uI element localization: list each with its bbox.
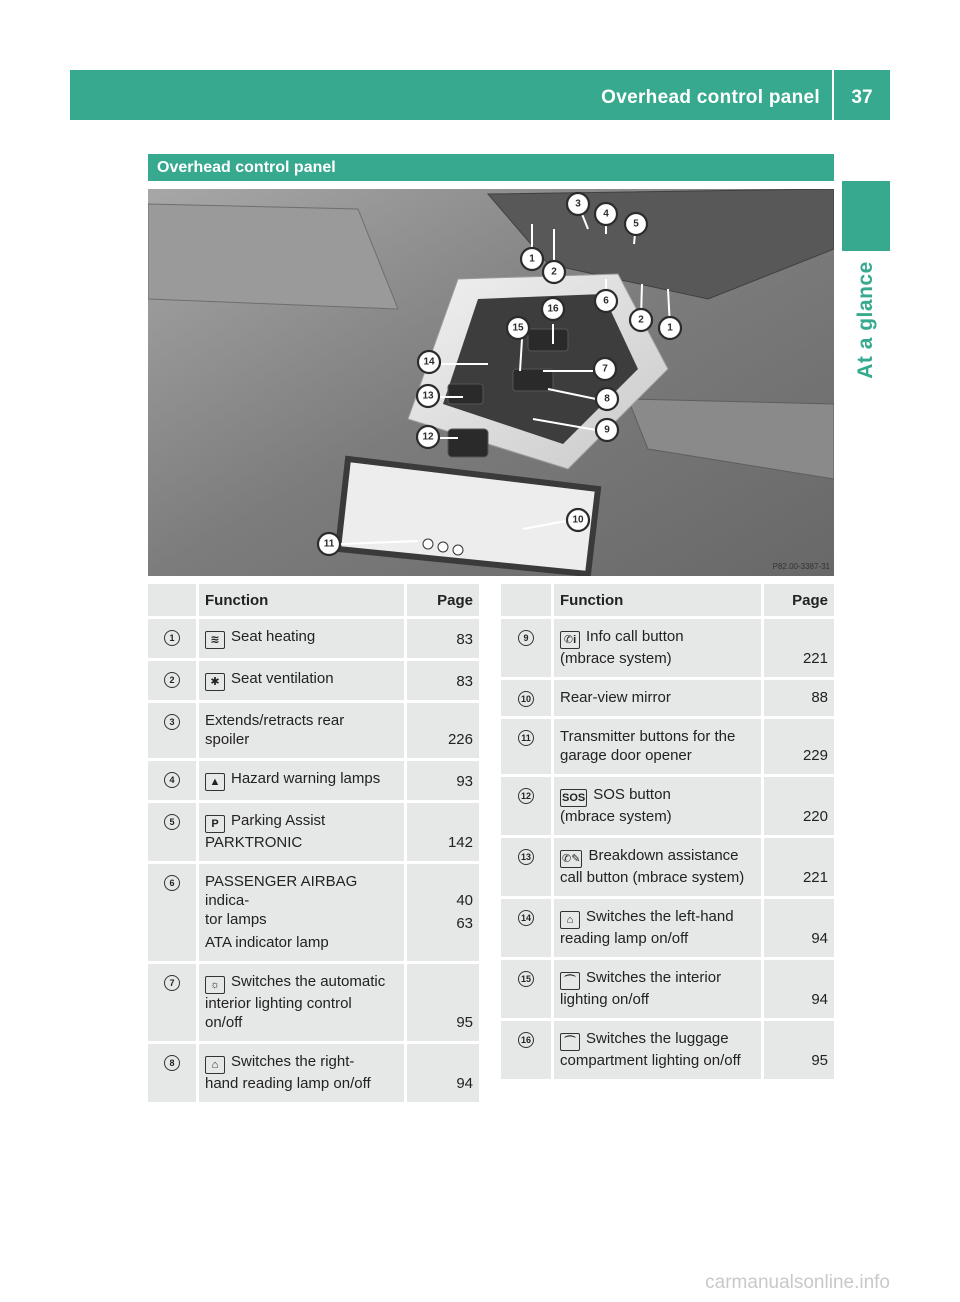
callout-number: 2 (164, 672, 180, 688)
function-line: garage door opener (560, 747, 692, 764)
callout-1b (659, 317, 681, 339)
callout-6 (595, 290, 617, 312)
table-row (501, 838, 834, 899)
function-cell (196, 864, 407, 964)
number-column-header (148, 584, 196, 619)
table-body (501, 619, 834, 1082)
overhead-panel-illustration (148, 189, 834, 576)
table-row (501, 777, 834, 838)
function-text (560, 990, 755, 1009)
page-cell (764, 1021, 834, 1082)
svg-text:10: 10 (572, 514, 584, 526)
svg-text:6: 6 (603, 295, 609, 307)
table-row (501, 960, 834, 1021)
row-number (501, 719, 551, 777)
svg-text:9: 9 (604, 424, 610, 436)
callout-2b (630, 309, 652, 331)
watermark: carmanualsonline.info (705, 1272, 890, 1293)
function-line: Breakdown assistance (588, 847, 739, 864)
page-number: 37 (851, 87, 873, 108)
function-line: hand reading lamp on/off (205, 1075, 371, 1092)
function-text (205, 910, 398, 929)
table-row (501, 680, 834, 719)
callout-number: 3 (164, 714, 180, 730)
function-text (205, 730, 398, 749)
function-text (560, 1029, 755, 1051)
svg-text:8: 8 (604, 393, 610, 405)
callout-number: 6 (164, 875, 180, 891)
function-text (560, 807, 755, 826)
row-number (148, 864, 196, 964)
table-row (148, 864, 479, 964)
callout-number: 7 (164, 975, 180, 991)
button-block (448, 384, 483, 404)
function-table-right (501, 584, 834, 1082)
function-text (560, 746, 755, 765)
row-number (148, 661, 196, 703)
function-text (560, 727, 755, 746)
function-cell (551, 719, 764, 777)
callout-number: 11 (518, 730, 534, 746)
page-cell (764, 619, 834, 680)
page-ref: 94 (811, 930, 828, 947)
svg-text:16: 16 (547, 303, 559, 315)
svg-text:13: 13 (422, 390, 434, 402)
page-ref: 220 (802, 808, 828, 825)
row-number (501, 838, 551, 899)
table-row (501, 1021, 834, 1082)
callout-1 (521, 248, 543, 270)
row-number (148, 1044, 196, 1105)
function-line: PASSENGER AIRBAG indica- (205, 873, 358, 909)
button-block (528, 329, 568, 351)
seat-heating-icon: ≋ (205, 631, 225, 649)
page-cell (407, 803, 479, 864)
button-block (513, 369, 553, 391)
table-row (148, 661, 479, 703)
page-cell (764, 960, 834, 1021)
function-text (205, 1013, 398, 1032)
function-line: call button (mbrace system) (560, 869, 745, 886)
function-table-left (148, 584, 479, 1105)
page-cell (764, 719, 834, 777)
svg-text:5: 5 (633, 218, 639, 230)
function-text (205, 811, 398, 833)
section-title: Overhead control panel (148, 154, 834, 181)
row-number (501, 960, 551, 1021)
function-column-header: Function (196, 584, 407, 619)
chapter-label: At a glance (854, 261, 877, 379)
svg-text:2: 2 (638, 314, 644, 326)
callout-15 (507, 317, 529, 339)
function-text (205, 994, 398, 1013)
row-number (501, 680, 551, 719)
table-row (501, 719, 834, 777)
function-line: SOS button (593, 786, 671, 803)
function-text (205, 711, 398, 730)
function-line: on/off (205, 1014, 243, 1031)
callout-number: 1 (164, 630, 180, 646)
function-text (205, 872, 398, 910)
callout-4 (595, 203, 617, 225)
svg-text:15: 15 (512, 322, 524, 334)
table-row (148, 761, 479, 803)
function-line: tor lamps (205, 911, 267, 928)
callout-number: 15 (518, 971, 534, 987)
row-number (148, 761, 196, 803)
row-number (501, 619, 551, 680)
callout-10 (567, 509, 589, 531)
callout-2 (543, 261, 565, 283)
callout-number: 12 (518, 788, 534, 804)
function-text (205, 833, 398, 852)
garage-button (423, 539, 433, 549)
row-number (148, 703, 196, 761)
function-cell (551, 960, 764, 1021)
callout-16 (542, 298, 564, 320)
function-line: Hazard warning lamps (231, 770, 381, 787)
page-cell (407, 661, 479, 703)
function-cell (551, 619, 764, 680)
function-text (560, 868, 755, 887)
callout-3 (567, 193, 589, 215)
callout-12 (417, 426, 439, 448)
function-cell (196, 703, 407, 761)
page-column-header: Page (407, 584, 479, 619)
function-text (560, 929, 755, 948)
function-line: reading lamp on/off (560, 930, 689, 947)
callout-14 (418, 351, 440, 373)
svg-text:2: 2 (551, 266, 557, 278)
function-cell (551, 899, 764, 960)
function-line: Info call button (586, 628, 684, 645)
page-ref: 93 (456, 773, 473, 790)
callout-number: 16 (518, 1032, 534, 1048)
row-number (501, 899, 551, 960)
function-text (205, 627, 398, 649)
function-line: Switches the luggage (586, 1030, 729, 1047)
svg-text:14: 14 (423, 356, 435, 368)
function-column-header: Function (551, 584, 764, 619)
callout-number: 13 (518, 849, 534, 865)
function-line: Switches the interior (586, 969, 722, 986)
function-text (560, 907, 755, 929)
page-ref: 95 (811, 1052, 828, 1069)
page-ref: 83 (456, 631, 473, 648)
function-cell (551, 777, 764, 838)
function-line: ATA indicator lamp (205, 934, 329, 951)
function-line: Transmitter buttons for the (560, 728, 736, 745)
page-cell (764, 777, 834, 838)
interior-lighting-icon: ⌒ (560, 972, 580, 990)
chapter-tab (842, 181, 890, 251)
left-sun-visor (148, 204, 398, 309)
garage-button (453, 545, 463, 555)
function-line: spoiler (205, 731, 250, 748)
function-text (205, 1052, 398, 1074)
page-cell (764, 680, 834, 719)
callout-5 (625, 213, 647, 235)
row-number (501, 777, 551, 838)
table-row (501, 899, 834, 960)
page-ref: 88 (811, 689, 828, 706)
callout-13 (417, 385, 439, 407)
table-row (148, 964, 479, 1044)
function-cell (196, 661, 407, 703)
function-line: (mbrace system) (560, 650, 672, 667)
running-header (70, 70, 890, 120)
function-cell (551, 838, 764, 899)
function-cell (196, 964, 407, 1044)
svg-text:12: 12 (422, 431, 434, 443)
function-text (205, 1074, 398, 1093)
callout-number: 5 (164, 814, 180, 830)
table-row (148, 703, 479, 761)
function-text (560, 649, 755, 668)
garage-button (438, 542, 448, 552)
row-number (148, 803, 196, 864)
page-ref: 94 (456, 1075, 473, 1092)
function-text (205, 669, 398, 691)
header-title: Overhead control panel (601, 87, 820, 108)
table-row (148, 803, 479, 864)
page-cell (407, 619, 479, 661)
callout-9 (596, 419, 618, 441)
row-number (148, 964, 196, 1044)
function-text (205, 972, 398, 994)
function-text (560, 627, 755, 649)
page-ref: 142 (447, 834, 473, 851)
page-ref: 226 (447, 731, 473, 748)
page-cell (407, 703, 479, 761)
function-line: Switches the left-hand (586, 908, 734, 925)
sos-icon: SOS (560, 789, 587, 807)
interior-light-auto-off-icon: ☼ (205, 976, 225, 994)
function-cell (551, 680, 764, 719)
function-line: Seat ventilation (231, 670, 334, 687)
callout-number: 9 (518, 630, 534, 646)
function-text (560, 846, 755, 868)
function-line: lighting on/off (560, 991, 649, 1008)
info-call-icon: ✆i (560, 631, 580, 649)
parking-assist-off-icon: P (205, 815, 225, 833)
breakdown-assistance-icon: ✆✎ (560, 850, 582, 868)
function-line: Rear-view mirror (560, 689, 671, 706)
svg-text:11: 11 (323, 538, 335, 550)
function-line: Switches the right- (231, 1053, 355, 1070)
callout-number: 14 (518, 910, 534, 926)
function-line: Extends/retracts rear (205, 712, 345, 729)
seat-ventilation-icon: ✱ (205, 673, 225, 691)
svg-text:3: 3 (575, 198, 581, 210)
function-text (560, 968, 755, 990)
table-row (148, 619, 479, 661)
function-cell (196, 803, 407, 864)
reading-lamp-icon: ⌂ (205, 1056, 225, 1074)
function-text (560, 1051, 755, 1070)
page-ref: 95 (456, 1014, 473, 1031)
callout-11 (318, 533, 340, 555)
page-cell (407, 964, 479, 1044)
function-cell (551, 1021, 764, 1082)
button-block (448, 429, 488, 457)
page-cell (764, 899, 834, 960)
function-cell (196, 619, 407, 661)
reading-lamp-icon: ⌂ (560, 911, 580, 929)
figure-reference: P82.00-3387-31 (772, 562, 830, 571)
function-line: compartment lighting on/off (560, 1052, 741, 1069)
hazard-warning-icon: ▲ (205, 773, 225, 791)
function-line: (mbrace system) (560, 808, 672, 825)
callout-8 (596, 388, 618, 410)
function-text (560, 688, 755, 707)
page-cell (764, 838, 834, 899)
page-cell (407, 864, 479, 964)
page-ref: 40 (456, 892, 473, 909)
function-cell (196, 1044, 407, 1105)
row-number (501, 1021, 551, 1082)
callout-number: 4 (164, 772, 180, 788)
page-ref: 221 (802, 650, 828, 667)
function-cell (196, 761, 407, 803)
function-text (560, 785, 755, 807)
page-ref: 221 (802, 869, 828, 886)
number-column-header (501, 584, 551, 619)
table-row (501, 619, 834, 680)
function-line: Seat heating (231, 628, 316, 645)
page-ref: 63 (456, 915, 473, 932)
function-text (205, 769, 398, 791)
function-line: interior lighting control (205, 995, 352, 1012)
page-column-header: Page (764, 584, 834, 619)
luggage-lighting-icon: ⌒ (560, 1033, 580, 1051)
row-number (148, 619, 196, 661)
page-ref: 94 (811, 991, 828, 1008)
page-cell (407, 761, 479, 803)
svg-text:4: 4 (603, 208, 609, 220)
svg-text:7: 7 (602, 363, 608, 375)
page-ref: 83 (456, 673, 473, 690)
function-line: PARKTRONIC (205, 834, 303, 851)
callout-number: 8 (164, 1055, 180, 1071)
svg-text:1: 1 (529, 253, 535, 265)
table-row (148, 1044, 479, 1105)
svg-text:1: 1 (667, 322, 673, 334)
page-cell (407, 1044, 479, 1105)
callout-7 (594, 358, 616, 380)
table-body (148, 619, 479, 1105)
page-ref: 229 (802, 747, 828, 764)
function-line: Switches the automatic (231, 973, 386, 990)
callout-number: 10 (518, 691, 534, 707)
function-line: Parking Assist (231, 812, 326, 829)
